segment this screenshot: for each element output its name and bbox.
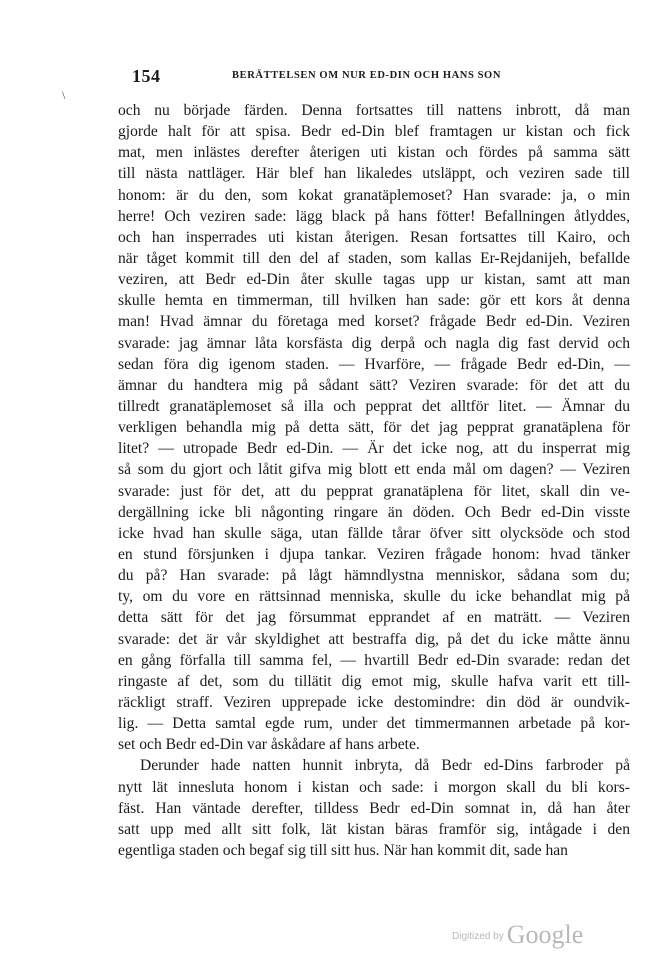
text-line: Derunder hade natten hunnit inbryta, då Bedr ed-Dins farbroder på (140, 757, 630, 775)
text-line: satt upp med allt sitt folk, lät kistan bäras framför sig, intågade i den (118, 820, 630, 838)
text-line: man! Hvad ämnar du företaga med korset? frågade Bedr ed-Din. Veziren (118, 313, 630, 331)
text-line: en stund försjunken i djupa tankar. Veziren frågade honom: hvad tänker (118, 545, 630, 563)
watermark-prefix: Digitized by (452, 931, 504, 942)
text-line: mat, men inlästes derefter återigen uti kistan och fördes på samma sätt (118, 144, 630, 162)
text-line: gjorde halt för att spisa. Bedr ed-Din blef framtagen ur kistan och fick (118, 123, 630, 141)
text-line: dergällning icke bli någonting ringare än döden. Och Bedr ed-Din visste (118, 503, 630, 521)
text-line: herre! Och veziren sade: lägg black på hans fötter! Befallningen åtlyddes, (118, 207, 630, 225)
stray-mark: \ (62, 88, 66, 102)
text-line: lig. — Detta samtal egde rum, under det timmermannen arbetade på kor- (118, 715, 630, 733)
page-number: 154 (132, 66, 161, 86)
text-line: svarade: jag ämnar låta korsfästa dig derpå och nagla dig fast dervid och (118, 334, 630, 352)
text-line: när tåget kommit till den del af staden, som kallas Er-Rejdanijeh, befallde (118, 249, 630, 267)
text-line: fäst. Han väntade derefter, tilldess Bedr ed-Din somnat in, då han åter (118, 799, 630, 817)
text-line: en gång förfalla till samma fel, — hvartill Bedr ed-Din svarade: redan det (118, 651, 630, 669)
text-line: detta sätt för det jag försummat epprandet af en maträtt. — Veziren (118, 609, 630, 627)
text-line: litet? — utropade Bedr ed-Din. — Är det icke nog, att du insperrat mig (118, 440, 630, 458)
text-line: egentliga staden och begaf sig till sitt hus. När han kommit dit, sade han (118, 841, 568, 859)
text-line: honom: är du den, som kokat granatäplemoset? Han svarade: ja, o min (118, 186, 630, 204)
body-text (118, 100, 630, 861)
google-logo: Google (506, 920, 584, 949)
text-line: och nu började färden. Denna fortsattes till nattens inbrott, då man (118, 102, 630, 119)
digitized-by-google-watermark (452, 920, 583, 950)
text-line: och han insperrades uti kistan återigen. Resan fortsattes till Kairo, och (118, 228, 630, 246)
text-line: sedan föra dig igenom staden. — Hvarföre, — frågade Bedr ed-Din, — (118, 355, 630, 373)
text-line: räckligt straff. Veziren upprepade icke destomindre: din död är oundvik- (118, 693, 630, 711)
text-line: svarade: det är vår skyldighet att bestraffa dig, på det du icke måtte ännu (118, 630, 630, 648)
text-line: svarade: just för det, att du pepprat granatäplena för litet, skall din ve- (118, 482, 630, 500)
text-line: icke hvad han skulle säga, utan fällde tårar öfver sitt olycksöde och stod (118, 524, 630, 542)
text-line: skulle hemta en timmerman, till hvilken han sade: gör ett kors åt denna (118, 292, 630, 310)
text-line: ämnar du handtera mig på sådant sätt? Veziren svarade: för det att du (118, 376, 630, 394)
text-line: du på? Han svarade: på lågt hämndlystna menniskor, sådana som du; (118, 567, 630, 585)
running-head: BERÄTTELSEN OM NUR ED-DIN OCH HANS SON (232, 70, 502, 81)
text-line: veziren, att Bedr ed-Din åter skulle tagas upp ur kistan, samt att man (118, 271, 630, 289)
text-line: så som du gjort och låtit gifva mig blott ett enda mål om dagen? — Veziren (118, 461, 630, 479)
text-line: ty, om du vore en rättsinnad menniska, skulle du icke behandlat mig på (118, 588, 630, 606)
text-line: tillredt granatäplemoset så illa och pepprat det alltför litet. — Ämnar du (118, 397, 630, 415)
text-line: set och Bedr ed-Din var åskådare af hans arbete. (118, 736, 420, 754)
text-line: till nästa nattläger. Här blef han likaledes utsläppt, och veziren sade till (118, 165, 630, 183)
text-line: verkligen behandla mig på detta sätt, för det jag pepprat granatäplena för (118, 419, 630, 437)
text-line: nytt lät innesluta honom i kistan och sade: i morgon skall du bli kors- (118, 778, 630, 796)
text-line: ringaste af det, som du tillätit dig emot mig, skulle hafva varit ett till- (118, 672, 630, 690)
